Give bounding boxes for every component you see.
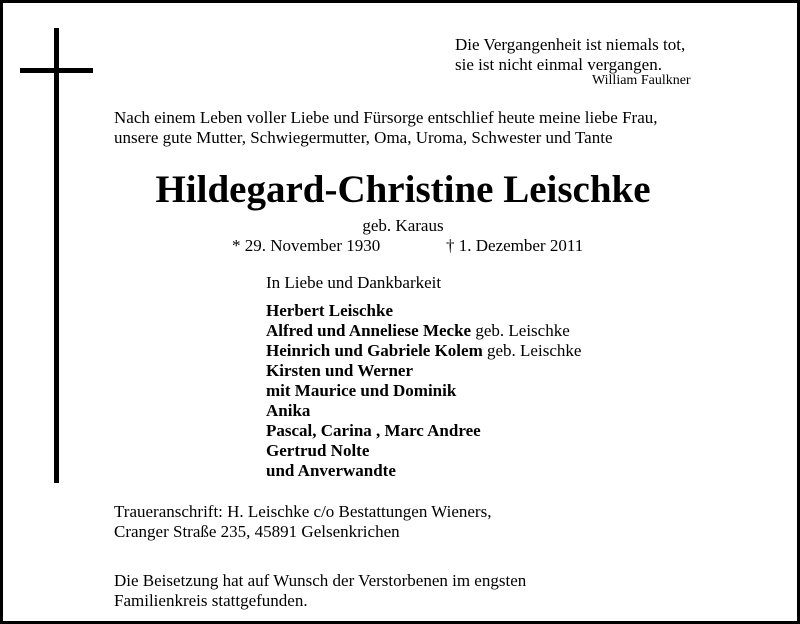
mourner-suffix: geb. Leischke	[471, 321, 570, 340]
epigraph-quote	[455, 35, 685, 75]
address-line: Cranger Straße 235, 45891 Gelsenkrichen	[114, 522, 400, 541]
mourner-item	[266, 341, 581, 361]
mourner-name: Gertrud Nolte	[266, 441, 370, 460]
address-line: Traueranschrift: H. Leischke c/o Bestattungen Wieners,	[114, 502, 492, 521]
mourner-name: Kirsten und Werner	[266, 361, 414, 380]
mourner-item	[266, 301, 581, 321]
mourner-item	[266, 441, 581, 461]
mourner-name: Anika	[266, 401, 311, 420]
burial-line: Familienkreis stattgefunden.	[114, 591, 308, 610]
mourner-name: Heinrich und Gabriele Kolem	[266, 341, 483, 360]
burial-note	[114, 571, 526, 611]
birth-date: * 29. November 1930	[232, 236, 381, 255]
mourner-name: Pascal, Carina , Marc Andree	[266, 421, 481, 440]
mourner-name: und Anverwandte	[266, 461, 396, 480]
mourning-address	[114, 502, 491, 542]
mourner-item	[266, 461, 581, 481]
mourner-suffix: geb. Leischke	[482, 341, 582, 360]
mourner-item	[266, 381, 581, 401]
mourners-list	[266, 301, 581, 481]
mourner-name: mit Maurice und Dominik	[266, 381, 457, 400]
quote-author: William Faulkner	[592, 73, 691, 88]
mourner-name: Alfred und Anneliese Mecke	[266, 321, 472, 340]
thanks-line: In Liebe und Dankbarkeit	[266, 273, 442, 292]
intro-line: unsere gute Mutter, Schwiegermutter, Oma, Uroma, Schwester und Tante	[114, 128, 613, 147]
maiden-name: geb. Karaus	[362, 216, 444, 235]
quote-line: sie ist nicht einmal vergangen.	[455, 55, 662, 74]
death-date: † 1. Dezember 2011	[446, 236, 584, 255]
intro-line: Nach einem Leben voller Liebe und Fürsorge entschlief heute meine liebe Frau,	[114, 108, 658, 127]
mourner-item	[266, 321, 581, 341]
mourner-item	[266, 361, 581, 381]
burial-line: Die Beisetzung hat auf Wunsch der Verstorbenen im engsten	[114, 571, 527, 590]
quote-line: Die Vergangenheit ist niemals tot,	[455, 35, 686, 54]
mourner-item	[266, 401, 581, 421]
intro-text	[114, 108, 774, 148]
deceased-name: Hildegard-Christine Leischke	[155, 168, 651, 211]
mourner-name: Herbert Leischke	[266, 301, 393, 320]
mourner-item	[266, 421, 581, 441]
